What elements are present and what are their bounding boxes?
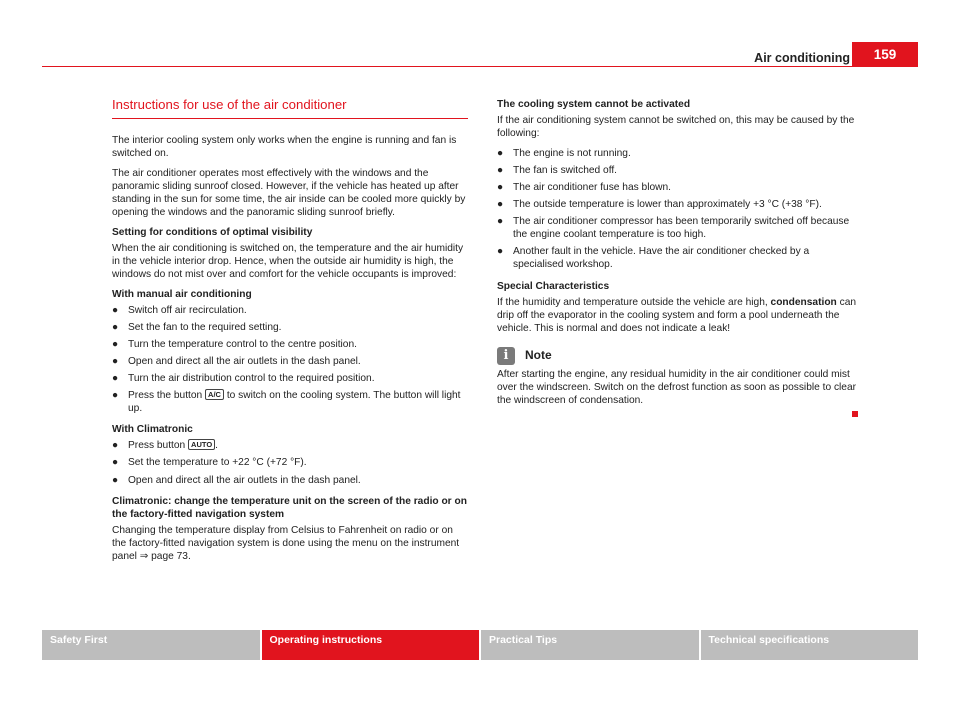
footer-nav: [42, 630, 918, 660]
special-subheading: Special Characteristics: [497, 280, 610, 292]
note-block: [497, 347, 857, 407]
list-item: ● Open and direct all the air outlets in the dash panel.: [112, 355, 361, 367]
footer-tab-safety-first[interactable]: Safety First: [42, 630, 260, 660]
manual-ac-subheading: With manual air conditioning: [112, 288, 252, 300]
list-item: ● The air conditioner compressor has been temporarily switched off because the engine coolant temperature is too high.: [497, 216, 850, 241]
right-column: [497, 98, 857, 414]
list-item: ● Turn the temperature control to the centre position.: [112, 338, 357, 350]
temperature-unit-subheading: Climatronic: change the temperature unit on the screen of the radio or on the factory-fitted navigation system: [112, 495, 467, 520]
section-heading: Instructions for use of the air conditioner: [112, 98, 468, 119]
list-item: ● Switch off air recirculation.: [112, 304, 247, 316]
list-item: ● The engine is not running.: [497, 147, 631, 159]
cooling-subheading: The cooling system cannot be activated: [497, 99, 691, 110]
footer-tab-technical-specifications[interactable]: Technical specifications: [701, 630, 919, 660]
list-item: ● The fan is switched off.: [497, 164, 618, 176]
list-item: ● Set the fan to the required setting.: [112, 321, 282, 333]
climatronic-list: [112, 439, 468, 486]
temperature-unit-paragraph: Changing the temperature display from Celsius to Fahrenheit on radio or on the factory-fitted navigation system is done using the menu on the instrument panel ⇒ page 73.: [112, 524, 460, 563]
list-item: ● The outside temperature is lower than approximately +3 °C (+38 °F).: [497, 199, 822, 211]
running-header-title: Air conditioning: [754, 51, 850, 65]
left-column: [112, 98, 468, 570]
list-item: ● Another fault in the vehicle. Have the air conditioner checked by a specialised workshop.: [497, 246, 810, 271]
header-divider: [42, 66, 918, 67]
footer-tab-practical-tips[interactable]: Practical Tips: [481, 630, 699, 660]
note-paragraph: After starting the engine, any residual humidity in the air conditioner could mist over the windscreen. Switch on the defrost function as soon as possible to clear the windscreen of condensation.: [497, 368, 857, 407]
list-item: ● Open and direct all the air outlets in the dash panel.: [112, 474, 361, 486]
special-paragraph: If the humidity and temperature outside the vehicle are high, condensation can drip off the evaporator in the cooling system and form a pool underneath the vehicle. This is normal and does not indicate a leak!: [497, 296, 857, 334]
section-end-marker: [852, 411, 858, 417]
list-item: ● Turn the air distribution control to the required position.: [112, 373, 375, 384]
cooling-causes-list: [497, 147, 857, 272]
cooling-paragraph: If the air conditioning system cannot be switched on, this may be caused by the following:: [497, 115, 855, 140]
manual-ac-list: [112, 304, 468, 416]
auto-button-icon: AUTO: [188, 439, 215, 450]
list-item: ● Press button AUTO .: [112, 440, 219, 452]
list-item: ● The air conditioner fuse has blown.: [497, 181, 671, 193]
note-label: Note: [525, 348, 552, 363]
visibility-subheading: Setting for conditions of optimal visibility: [112, 226, 313, 238]
list-item: ● Press the button A/C to switch on the cooling system. The button will light up.: [112, 390, 461, 415]
visibility-paragraph: When the air conditioning is switched on, the temperature and the air humidity in the vehicle interior drop. Hence, when the outside air humidity is high, the windows do not mist over and comfort for the vehicle occupants is improved:: [112, 242, 464, 280]
footer-tab-operating-instructions[interactable]: Operating instructions: [262, 630, 480, 660]
sunroof-paragraph: The air conditioner operates most effectively with the windows and the panoramic sliding sunroof closed. However, if the vehicle has heated up after standing in the sun for some time, the air inside can be cooled more quickly by opening the windows and the panoramic sliding sunroof briefly.: [112, 167, 466, 219]
ac-button-icon: A/C: [205, 389, 224, 400]
list-item: ● Set the temperature to +22 °C (+72 °F).: [112, 457, 307, 469]
info-note-icon: i: [497, 347, 515, 365]
climatronic-subheading: With Climatronic: [112, 424, 193, 436]
page-number: 159: [852, 42, 918, 67]
intro-paragraph: The interior cooling system only works when the engine is running and fan is switched on.: [112, 135, 457, 160]
